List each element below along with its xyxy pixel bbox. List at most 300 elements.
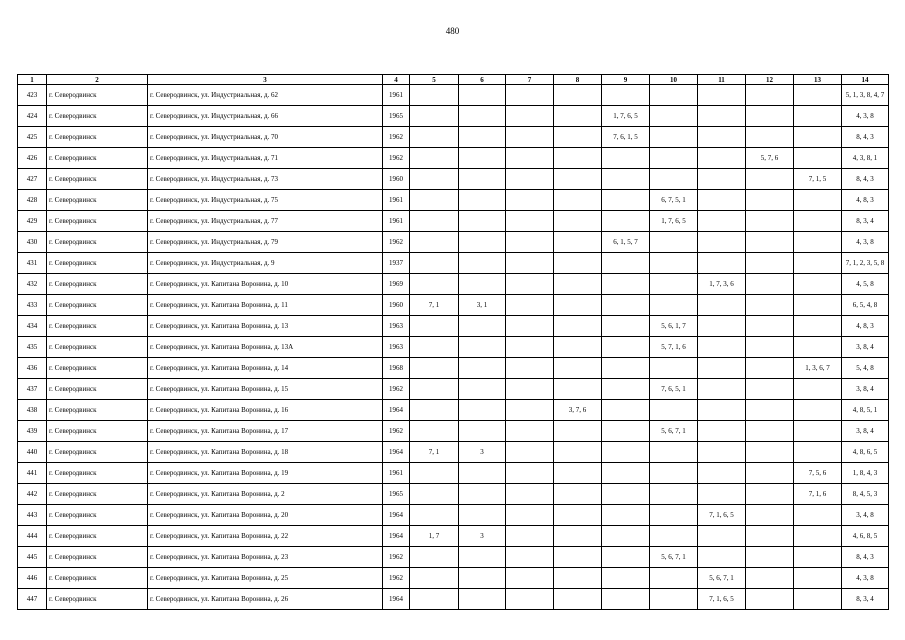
table-cell-col-5 [410,232,459,253]
table-cell-col-5 [410,463,459,484]
table-cell-col-13 [794,589,842,610]
table-cell-col-5 [410,211,459,232]
table-cell-col-12 [746,274,794,295]
table-cell-col-2: г. Северодвинск [47,85,148,106]
table-cell-col-9 [602,526,650,547]
table-cell-col-12 [746,484,794,505]
table-cell-col-14: 5, 4, 8 [842,358,889,379]
table-cell-col-10: 7, 6, 5, 1 [650,379,698,400]
table-cell-col-13 [794,148,842,169]
table-cell-col-14: 4, 6, 8, 5 [842,526,889,547]
table-cell-col-9 [602,337,650,358]
table-row [18,568,889,589]
table-row [18,421,889,442]
column-header-2: 2 [47,75,148,85]
table-cell-col-14: 1, 8, 4, 3 [842,463,889,484]
table-cell-col-10 [650,442,698,463]
column-header-10: 10 [650,75,698,85]
table-cell-col-6 [459,568,506,589]
table-cell-col-10 [650,274,698,295]
table-cell-col-2: г. Северодвинск [47,295,148,316]
table-cell-col-4: 1965 [383,484,410,505]
table-cell-col-13 [794,526,842,547]
table-cell-col-11 [698,253,746,274]
table-cell-col-2: г. Северодвинск [47,505,148,526]
table-cell-col-7 [506,442,554,463]
table-cell-col-8 [554,106,602,127]
table-cell-col-3: г. Северодвинск, ул. Капитана Воронина, д. 26 [148,589,383,610]
table-cell-col-9 [602,442,650,463]
table-cell-col-9 [602,568,650,589]
table-cell-col-13 [794,253,842,274]
table-cell-col-10 [650,400,698,421]
table-cell-col-9 [602,400,650,421]
table-cell-col-2: г. Северодвинск [47,442,148,463]
table-cell-col-10 [650,589,698,610]
table-cell-col-7 [506,358,554,379]
table-cell-col-3: г. Северодвинск, ул. Капитана Воронина, д. 20 [148,505,383,526]
table-cell-col-8 [554,316,602,337]
header-row [18,75,889,85]
table-cell-col-6 [459,400,506,421]
table-cell-col-11: 1, 7, 3, 6 [698,274,746,295]
table-cell-col-3: г. Северодвинск, ул. Индустриальная, д. 62 [148,85,383,106]
table-cell-col-12 [746,547,794,568]
table-cell-col-5 [410,274,459,295]
table-cell-col-5 [410,253,459,274]
table-cell-col-9 [602,253,650,274]
table-cell-col-11: 7, 1, 6, 5 [698,505,746,526]
table-cell-col-1: 427 [18,169,47,190]
table-cell-col-11: 7, 1, 6, 5 [698,589,746,610]
table-cell-col-10: 5, 6, 7, 1 [650,421,698,442]
table-cell-col-7 [506,169,554,190]
table-cell-col-11 [698,547,746,568]
table-cell-col-3: г. Северодвинск, ул. Индустриальная, д. 66 [148,106,383,127]
table-cell-col-5 [410,547,459,568]
table-cell-col-10 [650,484,698,505]
table-cell-col-8 [554,232,602,253]
table-cell-col-5 [410,400,459,421]
column-header-9: 9 [602,75,650,85]
table-cell-col-1: 445 [18,547,47,568]
table-cell-col-1: 431 [18,253,47,274]
table-cell-col-7 [506,484,554,505]
table-cell-col-12 [746,85,794,106]
table-cell-col-1: 436 [18,358,47,379]
table-cell-col-11 [698,190,746,211]
table-cell-col-9 [602,211,650,232]
table-cell-col-2: г. Северодвинск [47,211,148,232]
table-cell-col-3: г. Северодвинск, ул. Капитана Воронина, д. 22 [148,526,383,547]
table-cell-col-4: 1961 [383,85,410,106]
table-cell-col-1: 426 [18,148,47,169]
table-cell-col-7 [506,568,554,589]
table-cell-col-14: 4, 8, 3 [842,316,889,337]
table-row [18,337,889,358]
table-cell-col-6 [459,421,506,442]
table-cell-col-7 [506,526,554,547]
table-cell-col-3: г. Северодвинск, ул. Капитана Воронина, д. 17 [148,421,383,442]
table-row [18,127,889,148]
table-cell-col-2: г. Северодвинск [47,463,148,484]
table-cell-col-4: 1962 [383,421,410,442]
table-cell-col-14: 4, 8, 5, 1 [842,400,889,421]
table-cell-col-7 [506,148,554,169]
table-cell-col-12 [746,106,794,127]
table-cell-col-1: 428 [18,190,47,211]
table-cell-col-1: 432 [18,274,47,295]
table-cell-col-11 [698,85,746,106]
table-cell-col-10 [650,106,698,127]
table-cell-col-14: 8, 4, 5, 3 [842,484,889,505]
table-row [18,85,889,106]
table-cell-col-3: г. Северодвинск, ул. Капитана Воронина, д. 15 [148,379,383,400]
table-cell-col-5 [410,589,459,610]
table-cell-col-3: г. Северодвинск, ул. Капитана Воронина, д. 23 [148,547,383,568]
table-cell-col-9 [602,484,650,505]
table-cell-col-7 [506,505,554,526]
table-cell-col-9 [602,505,650,526]
table-cell-col-6 [459,127,506,148]
table-cell-col-4: 1961 [383,211,410,232]
table-cell-col-12 [746,463,794,484]
table-row [18,190,889,211]
table-row [18,232,889,253]
table-cell-col-8 [554,211,602,232]
table-cell-col-12 [746,316,794,337]
table-row [18,211,889,232]
table-cell-col-12 [746,253,794,274]
table-cell-col-8 [554,589,602,610]
table-cell-col-13: 7, 5, 6 [794,463,842,484]
table-cell-col-2: г. Северодвинск [47,400,148,421]
table-cell-col-13 [794,337,842,358]
table-cell-col-8 [554,337,602,358]
table-row [18,253,889,274]
table-cell-col-13 [794,421,842,442]
table-cell-col-14: 3, 8, 4 [842,421,889,442]
table-cell-col-7 [506,232,554,253]
table-cell-col-11 [698,169,746,190]
table-cell-col-9: 6, 1, 5, 7 [602,232,650,253]
table-cell-col-14: 8, 4, 3 [842,127,889,148]
table-cell-col-12 [746,295,794,316]
table-cell-col-5 [410,85,459,106]
table-cell-col-3: г. Северодвинск, ул. Капитана Воронина, д. 13А [148,337,383,358]
table-cell-col-3: г. Северодвинск, ул. Капитана Воронина, д. 13 [148,316,383,337]
table-cell-col-12 [746,211,794,232]
table-row [18,379,889,400]
table-cell-col-3: г. Северодвинск, ул. Капитана Воронина, д. 2 [148,484,383,505]
table-cell-col-8 [554,442,602,463]
table-cell-col-6 [459,211,506,232]
table-cell-col-14: 3, 4, 8 [842,505,889,526]
table-cell-col-11 [698,316,746,337]
table-cell-col-7 [506,400,554,421]
table-cell-col-8 [554,253,602,274]
table-cell-col-1: 439 [18,421,47,442]
table-cell-col-13 [794,85,842,106]
housing-table [17,74,889,610]
table-cell-col-2: г. Северодвинск [47,379,148,400]
table-cell-col-10: 5, 6, 1, 7 [650,316,698,337]
table-cell-col-12 [746,127,794,148]
table-cell-col-14: 8, 4, 3 [842,547,889,568]
table-cell-col-9 [602,316,650,337]
table-cell-col-6 [459,547,506,568]
table-cell-col-10: 5, 7, 1, 6 [650,337,698,358]
table-cell-col-8 [554,547,602,568]
table-cell-col-1: 437 [18,379,47,400]
table-cell-col-2: г. Северодвинск [47,148,148,169]
table-cell-col-11 [698,127,746,148]
table-cell-col-8 [554,358,602,379]
table-cell-col-1: 423 [18,85,47,106]
table-cell-col-14: 6, 5, 4, 8 [842,295,889,316]
table-cell-col-7 [506,316,554,337]
column-header-4: 4 [383,75,410,85]
table-cell-col-2: г. Северодвинск [47,358,148,379]
table-cell-col-4: 1964 [383,442,410,463]
table-cell-col-8 [554,421,602,442]
column-header-1: 1 [18,75,47,85]
table-cell-col-10 [650,127,698,148]
table-cell-col-9 [602,295,650,316]
table-cell-col-14: 8, 3, 4 [842,589,889,610]
table-cell-col-14: 5, 1, 3, 8, 4, 7 [842,85,889,106]
table-cell-col-13 [794,379,842,400]
table-cell-col-2: г. Северодвинск [47,547,148,568]
column-header-7: 7 [506,75,554,85]
column-header-3: 3 [148,75,383,85]
column-header-12: 12 [746,75,794,85]
table-cell-col-1: 425 [18,127,47,148]
table-cell-col-4: 1965 [383,106,410,127]
table-cell-col-12 [746,169,794,190]
table-cell-col-13: 1, 3, 6, 7 [794,358,842,379]
table-cell-col-4: 1962 [383,232,410,253]
table-cell-col-11 [698,526,746,547]
column-header-13: 13 [794,75,842,85]
table-cell-col-10: 6, 7, 5, 1 [650,190,698,211]
column-header-6: 6 [459,75,506,85]
table-cell-col-2: г. Северодвинск [47,190,148,211]
table-cell-col-7 [506,190,554,211]
table-cell-col-10 [650,463,698,484]
table-cell-col-10 [650,232,698,253]
table-cell-col-8 [554,526,602,547]
table-cell-col-11 [698,358,746,379]
table-cell-col-6 [459,274,506,295]
table-cell-col-7 [506,547,554,568]
table-cell-col-5 [410,106,459,127]
table-cell-col-4: 1961 [383,463,410,484]
table-row [18,526,889,547]
table-cell-col-5 [410,379,459,400]
table-cell-col-8 [554,85,602,106]
table-cell-col-5 [410,127,459,148]
table-cell-col-4: 1937 [383,253,410,274]
table-cell-col-10 [650,568,698,589]
table-cell-col-7 [506,106,554,127]
table-cell-col-2: г. Северодвинск [47,232,148,253]
column-header-8: 8 [554,75,602,85]
table-cell-col-6: 3 [459,526,506,547]
table-cell-col-10 [650,85,698,106]
table-cell-col-4: 1961 [383,190,410,211]
table-cell-col-3: г. Северодвинск, ул. Индустриальная, д. 77 [148,211,383,232]
table-cell-col-13 [794,127,842,148]
table-cell-col-3: г. Северодвинск, ул. Индустриальная, д. 73 [148,169,383,190]
table-cell-col-1: 429 [18,211,47,232]
table-cell-col-11 [698,232,746,253]
table-cell-col-11 [698,148,746,169]
table-cell-col-6 [459,85,506,106]
table-cell-col-6 [459,106,506,127]
table-cell-col-7 [506,85,554,106]
table-cell-col-7 [506,127,554,148]
table-cell-col-8 [554,169,602,190]
table-cell-col-11 [698,211,746,232]
table-cell-col-12 [746,358,794,379]
table-cell-col-1: 434 [18,316,47,337]
table-cell-col-3: г. Северодвинск, ул. Капитана Воронина, д. 18 [148,442,383,463]
table-cell-col-4: 1969 [383,274,410,295]
table-cell-col-9 [602,421,650,442]
table-cell-col-9: 1, 7, 6, 5 [602,106,650,127]
table-cell-col-2: г. Северодвинск [47,127,148,148]
table-cell-col-13 [794,442,842,463]
table-cell-col-4: 1960 [383,295,410,316]
table-cell-col-1: 446 [18,568,47,589]
table-cell-col-8 [554,148,602,169]
table-cell-col-2: г. Северодвинск [47,106,148,127]
table-cell-col-6 [459,232,506,253]
table-cell-col-8 [554,295,602,316]
table-row [18,274,889,295]
table-cell-col-9 [602,274,650,295]
table-row [18,505,889,526]
table-cell-col-13 [794,547,842,568]
table-row [18,358,889,379]
table-cell-col-13 [794,232,842,253]
table-cell-col-8 [554,463,602,484]
table-cell-col-3: г. Северодвинск, ул. Капитана Воронина, д. 16 [148,400,383,421]
table-cell-col-12 [746,526,794,547]
table-cell-col-4: 1964 [383,526,410,547]
table-cell-col-5 [410,568,459,589]
table-cell-col-5 [410,148,459,169]
table-cell-col-13 [794,106,842,127]
table-cell-col-14: 4, 5, 8 [842,274,889,295]
table-cell-col-7 [506,421,554,442]
table-row [18,316,889,337]
table-cell-col-6 [459,316,506,337]
table-cell-col-4: 1964 [383,400,410,421]
table-cell-col-12 [746,568,794,589]
table-cell-col-11 [698,295,746,316]
table-cell-col-6 [459,358,506,379]
table-cell-col-7 [506,211,554,232]
table-cell-col-1: 444 [18,526,47,547]
table-cell-col-9 [602,589,650,610]
table-cell-col-14: 4, 8, 3 [842,190,889,211]
table-cell-col-9 [602,547,650,568]
table-cell-col-7 [506,589,554,610]
table-cell-col-14: 3, 8, 4 [842,379,889,400]
table-cell-col-11 [698,442,746,463]
page-number: 480 [445,26,460,36]
table-cell-col-9 [602,169,650,190]
table-cell-col-8 [554,127,602,148]
table-cell-col-10: 1, 7, 6, 5 [650,211,698,232]
table-cell-col-11 [698,106,746,127]
table-cell-col-6 [459,505,506,526]
table-cell-col-6 [459,190,506,211]
table-cell-col-14: 4, 3, 8 [842,106,889,127]
table-cell-col-2: г. Северодвинск [47,526,148,547]
table-cell-col-12 [746,400,794,421]
table-cell-col-14: 7, 1, 2, 3, 5, 8 [842,253,889,274]
table-cell-col-4: 1963 [383,337,410,358]
table-cell-col-5 [410,337,459,358]
table-cell-col-9 [602,190,650,211]
table-cell-col-14: 3, 8, 4 [842,337,889,358]
table-cell-col-1: 433 [18,295,47,316]
table-cell-col-5 [410,316,459,337]
table-cell-col-8: 3, 7, 6 [554,400,602,421]
table-cell-col-6 [459,148,506,169]
table-cell-col-13 [794,316,842,337]
table-cell-col-11 [698,463,746,484]
table-cell-col-8 [554,505,602,526]
table-cell-col-8 [554,568,602,589]
table-row [18,463,889,484]
table-cell-col-12 [746,421,794,442]
table-cell-col-2: г. Северодвинск [47,169,148,190]
table-row [18,169,889,190]
table-cell-col-14: 8, 3, 4 [842,211,889,232]
column-header-14: 14 [842,75,889,85]
table-cell-col-9 [602,379,650,400]
table-cell-col-8 [554,274,602,295]
table-cell-col-9 [602,148,650,169]
table-cell-col-10 [650,169,698,190]
table-row [18,106,889,127]
table-cell-col-1: 438 [18,400,47,421]
table-cell-col-12 [746,232,794,253]
table-cell-col-9 [602,85,650,106]
table-cell-col-7 [506,274,554,295]
table-cell-col-1: 442 [18,484,47,505]
table-cell-col-3: г. Северодвинск, ул. Индустриальная, д. 71 [148,148,383,169]
table-cell-col-14: 4, 8, 6, 5 [842,442,889,463]
table-cell-col-11 [698,484,746,505]
table-cell-col-5 [410,169,459,190]
table-cell-col-6 [459,379,506,400]
table-cell-col-4: 1964 [383,589,410,610]
table-cell-col-1: 430 [18,232,47,253]
table-cell-col-5: 1, 7 [410,526,459,547]
column-header-11: 11 [698,75,746,85]
table-cell-col-4: 1963 [383,316,410,337]
table-cell-col-13 [794,568,842,589]
table-row [18,547,889,568]
table-cell-col-9: 7, 6, 1, 5 [602,127,650,148]
table-cell-col-3: г. Северодвинск, ул. Капитана Воронина, д. 25 [148,568,383,589]
table-cell-col-11: 5, 6, 7, 1 [698,568,746,589]
